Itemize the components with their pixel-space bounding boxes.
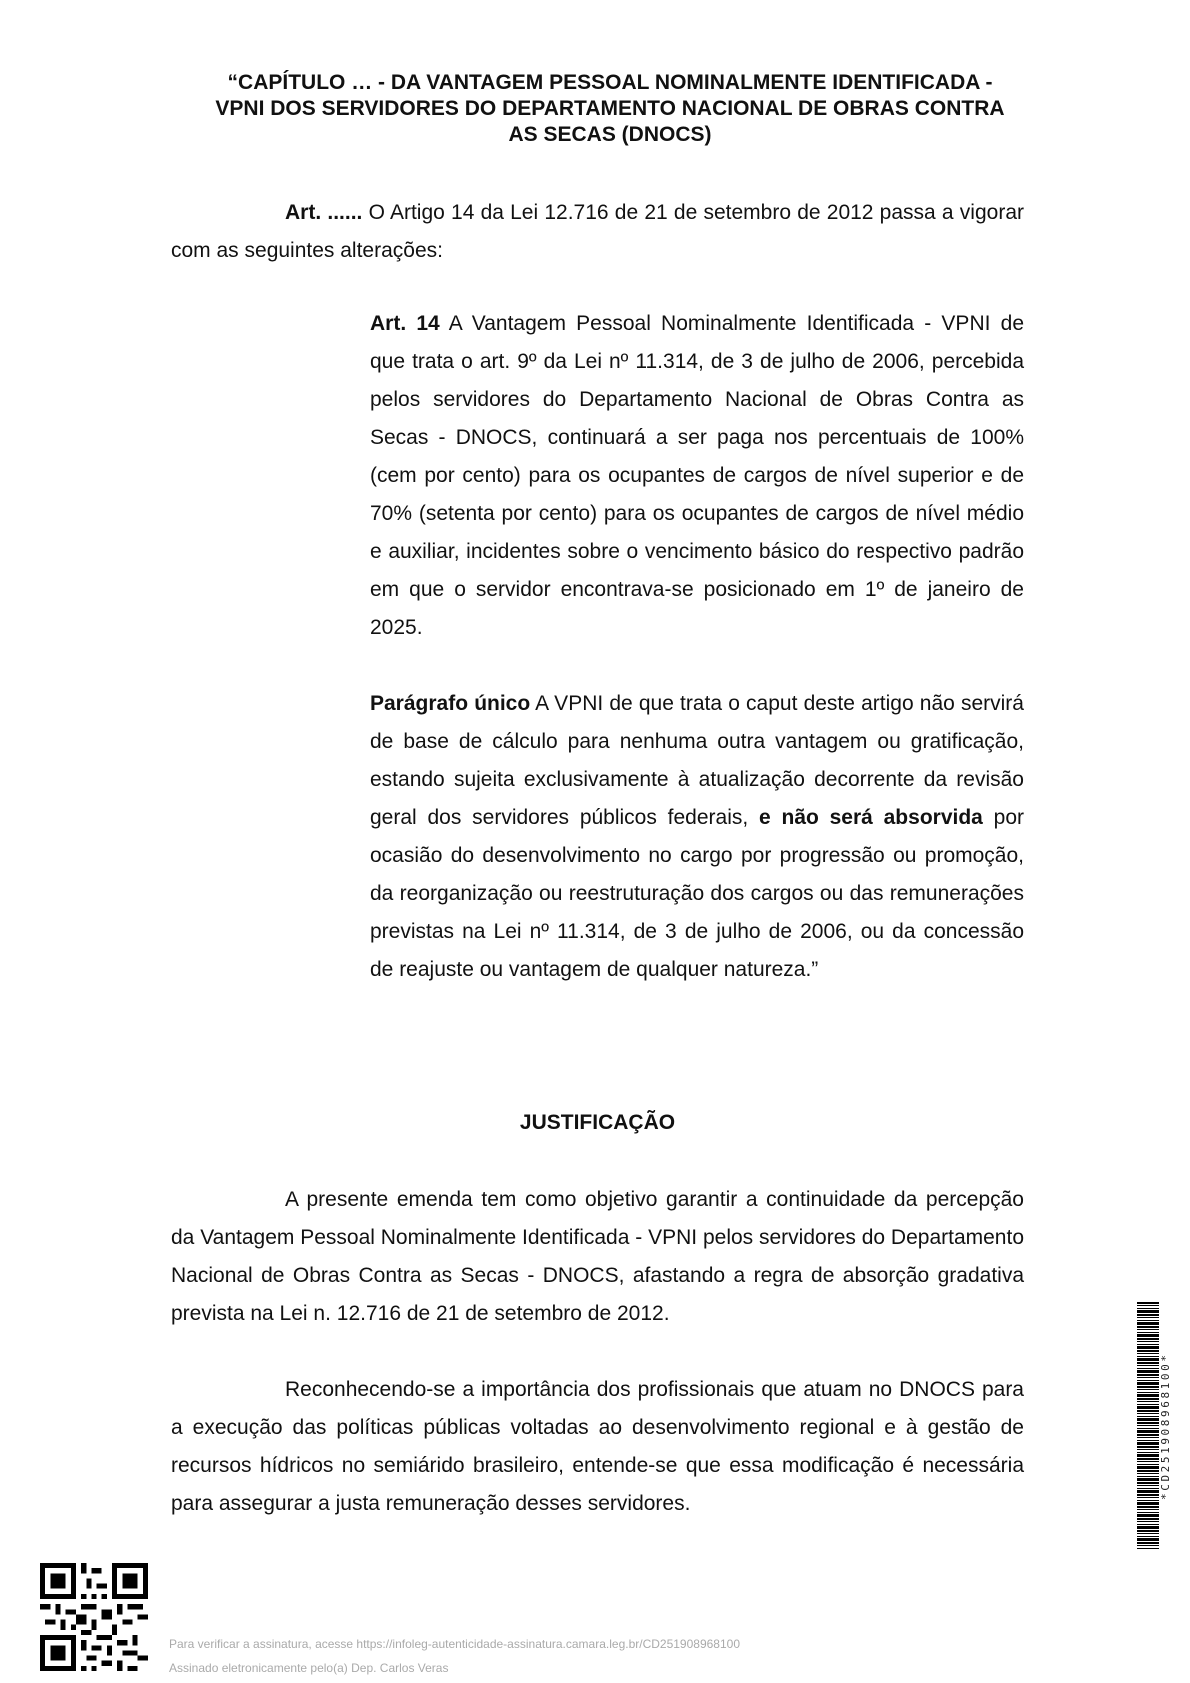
- art14-text: A Vantagem Pessoal Nominalmente Identificada - VPNI de que trata o art. 9º da Lei nº 11.314, de 3 de julho de 2006, percebida pelos servidores do Departamento Nacional de Obras Contra as Secas - DNOCS, continuará a ser paga nos percentuais de 100% (cem por cento) para os ocupantes de cargos de nível superior e de 70% (setenta por cento) para os ocupantes de cargos de nível médio e auxiliar, incidentes sobre o vencimento básico do respectivo padrão em que o servidor encontrava-se posicionado em 1º de janeiro de 2025.: [370, 312, 1024, 639]
- justification-title: JUSTIFICAÇÃO: [519, 1111, 676, 1134]
- sole-paragraph-text: A VPNI de que trata o caput deste artigo não servirá de base de cálculo para nenhuma outra vantagem ou gratificação, estando sujeita exclusivamente à atualização decorrente da revisão geral dos servidores públicos federais,: [370, 692, 1024, 829]
- document-barcode: [1137, 1302, 1171, 1550]
- justification-paragraph-1: [171, 1181, 1024, 1333]
- justification-text-1: A presente emenda tem como objetivo garantir a continuidade da percepção da Vantagem Pessoal Nominalmente Identificada - VPNI pelos servidores do Departamento Nacional de Obras Contra as Secas - DNOCS, afastando a regra de absorção gradativa prevista na Lei n. 12.716 de 21 de setembro de 2012.: [171, 1188, 1024, 1325]
- art14-label: Art. 14: [370, 312, 440, 335]
- sole-paragraph-text-end: por ocasião do desenvolvimento no cargo por progressão ou promoção, da reorganização ou reestruturação dos cargos ou das remunerações previstas na Lei nº 11.314, de 3 de julho de 2006, ou da concessão de reajuste ou vantagem de qualquer natureza.”: [370, 806, 1024, 981]
- signature-signer-text: Assinado eletronicamente pelo(a) Dep. Carlos Veras: [169, 1661, 449, 1675]
- article-label: Art. ......: [285, 201, 363, 224]
- article-paragraph: [171, 194, 1024, 270]
- signature-verification-text: Para verificar a assinatura, acesse https://infoleg-autenticidade-assinatura.camara.leg.br/CD251908968100: [169, 1637, 740, 1651]
- document-heading: [150, 70, 1070, 148]
- barcode-number: *CD251908968100*: [1159, 1352, 1172, 1500]
- justification-paragraph-2: [171, 1371, 1024, 1523]
- article-text: O Artigo 14 da Lei 12.716 de 21 de setembro de 2012 passa a vigorar com as seguintes alterações:: [171, 201, 1024, 262]
- sole-paragraph: [370, 685, 1024, 989]
- qr-code-icon: [40, 1563, 148, 1671]
- justification-text-2: Reconhecendo-se a importância dos profissionais que atuam no DNOCS para a execução das políticas públicas voltadas ao desenvolvimento regional e à gestão de recursos hídricos no semiárido brasileiro, entende-se que essa modificação é necessária para assegurar a justa remuneração desses servidores.: [171, 1378, 1024, 1515]
- sole-paragraph-label: Parágrafo único: [370, 692, 531, 715]
- heading-line: AS SECAS (DNOCS): [508, 123, 712, 146]
- barcode-bars: [1137, 1302, 1159, 1550]
- art14-paragraph: [370, 305, 1024, 647]
- heading-line: VPNI DOS SERVIDORES DO DEPARTAMENTO NACIONAL DE OBRAS CONTRA: [215, 97, 1005, 120]
- heading-line: “CAPÍTULO … - DA VANTAGEM PESSOAL NOMINALMENTE IDENTIFICADA -: [227, 71, 993, 94]
- sole-paragraph-bold: e não será absorvida: [759, 806, 983, 829]
